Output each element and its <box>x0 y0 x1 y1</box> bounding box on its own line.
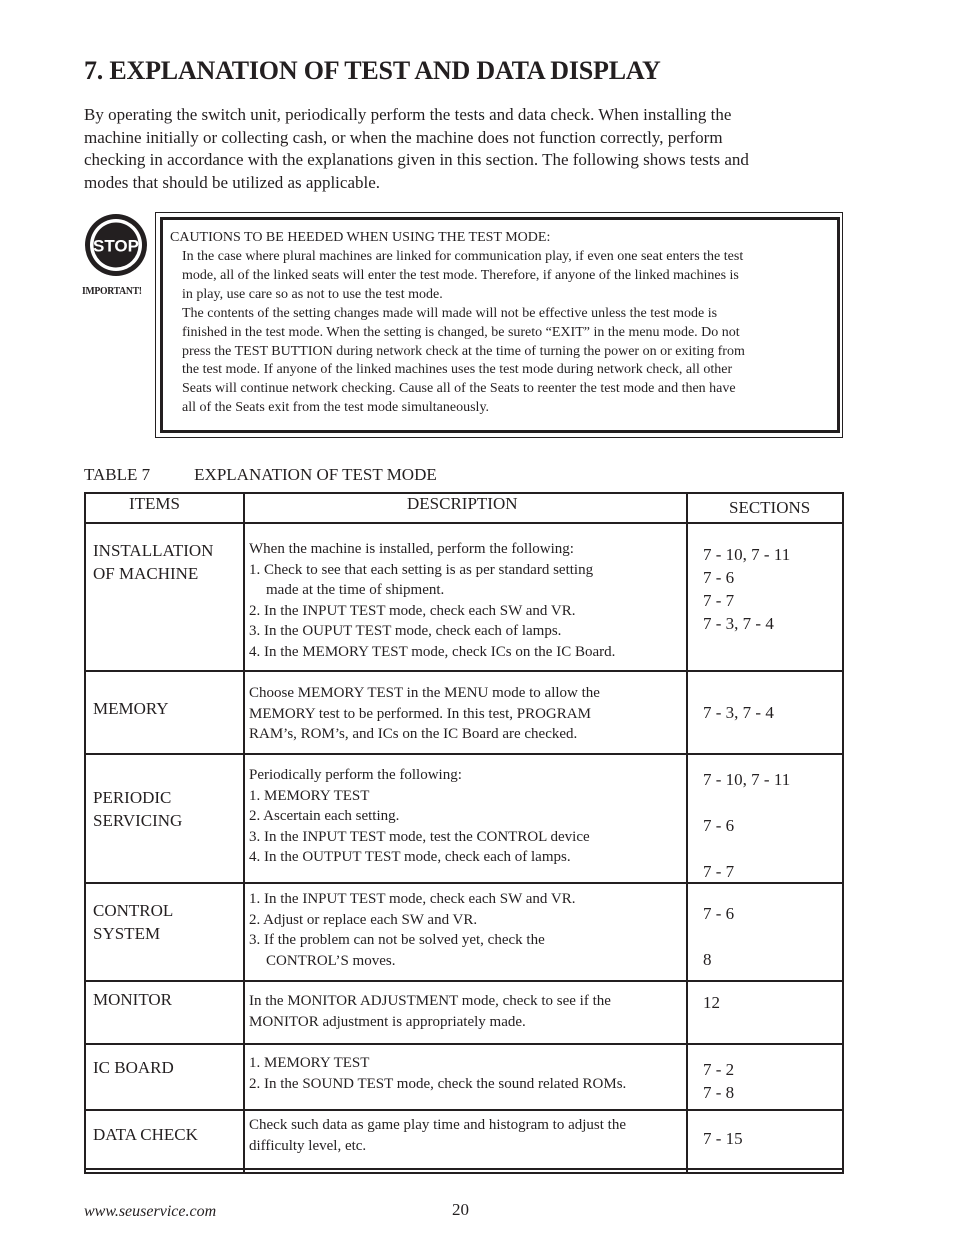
intro-line: machine initially or collecting cash, or when the machine does not function correctly, perform <box>84 127 723 147</box>
table-row-item: INSTALLATION OF MACHINE <box>93 541 214 583</box>
table-row-description <box>249 683 685 745</box>
table-row-divider <box>84 1109 844 1111</box>
description-line: 1. MEMORY TEST <box>249 1055 370 1071</box>
description-line: 1. Check to see that each setting is as per standard setting <box>249 561 594 578</box>
table-row-sections <box>703 701 774 724</box>
table-row-sections <box>703 543 790 635</box>
caution-text <box>182 248 822 418</box>
section-ref: 7 - 15 <box>703 1129 743 1148</box>
table-row-description <box>249 1115 685 1156</box>
description-line: CONTROL’S moves. <box>266 952 396 969</box>
table-row-description <box>249 539 685 662</box>
caution-line: mode, all of the linked seats will enter the test mode. Therefore, if anyone of the linked machines is <box>182 267 739 283</box>
section-ref: 7 - 6 <box>703 904 735 923</box>
table-row-divider <box>84 980 844 982</box>
table-row-description <box>249 765 685 868</box>
caution-line: finished in the test mode. When the setting is changed, be sureto “EXIT” in the menu mode. Do not <box>182 324 740 340</box>
section-ref: 7 - 10, 7 - 11 <box>703 545 791 564</box>
section-ref: 7 - 2 <box>703 1060 735 1079</box>
table-row-sections <box>703 1127 743 1150</box>
description-line: 4. In the OUTPUT TEST mode, check each of lamps. <box>249 849 571 865</box>
section-ref: 8 <box>703 950 712 969</box>
table-row-divider <box>84 1168 844 1170</box>
table-column-divider <box>686 492 688 1174</box>
section-ref: 7 - 3, 7 - 4 <box>703 703 774 722</box>
table-row-sections <box>703 902 734 971</box>
description-line: MONITOR adjustment is appropriately made. <box>249 1013 526 1030</box>
section-ref: 7 - 6 <box>703 816 735 835</box>
caution-heading: CAUTIONS TO BE HEEDED WHEN USING THE TEST MODE: <box>170 230 551 245</box>
stop-sign-text: STOP <box>93 236 139 256</box>
section-ref: 7 - 6 <box>703 568 735 587</box>
description-line: 1. In the INPUT TEST mode, check each SW and VR. <box>249 891 576 907</box>
page-number: 20 <box>452 1200 469 1219</box>
intro-line: checking in accordance with the explanations given in this section. The following shows tests and <box>84 150 749 170</box>
description-line: 2. In the SOUND TEST mode, check the sound related ROMs. <box>249 1075 627 1092</box>
table-row-divider <box>84 753 844 755</box>
table-row-item: DATA CHECK <box>93 1125 198 1144</box>
table-row-description <box>249 991 685 1032</box>
section-ref: 7 - 7 <box>703 591 735 610</box>
table-header-divider <box>84 522 844 524</box>
section-ref: 7 - 8 <box>703 1083 735 1102</box>
important-label: IMPORTANT! <box>82 285 142 297</box>
table-row-sections <box>703 1058 734 1104</box>
description-line: Check such data as game play time and histogram to adjust the <box>249 1117 626 1133</box>
intro-paragraph <box>84 104 844 194</box>
description-line: difficulty level, etc. <box>249 1137 367 1154</box>
table-column-divider <box>243 492 245 1174</box>
section-ref: 7 - 10, 7 - 11 <box>703 770 791 789</box>
section-ref: 12 <box>703 993 720 1012</box>
table-row-item: CONTROL SYSTEM <box>93 901 174 943</box>
description-line: 3. In the INPUT TEST mode, test the CONTROL device <box>249 828 590 845</box>
section-ref: 7 - 7 <box>703 862 735 881</box>
description-line: RAM’s, ROM’s, and ICs on the IC Board are checked. <box>249 726 578 742</box>
table-caption-number: TABLE 7 <box>84 465 151 484</box>
description-line: Choose MEMORY TEST in the MENU mode to allow the <box>249 685 600 701</box>
description-line: 1. MEMORY TEST <box>249 787 370 804</box>
table-caption <box>84 465 437 485</box>
table-row-sections <box>703 768 790 883</box>
table-row-item: MEMORY <box>93 699 169 718</box>
intro-line: By operating the switch unit, periodically perform the tests and data check. When installing the <box>84 105 732 124</box>
description-line: MEMORY test to be performed. In this test, PROGRAM <box>249 705 591 722</box>
section-ref <box>703 837 790 860</box>
description-line: 2. Adjust or replace each SW and VR. <box>249 911 478 928</box>
table-row-item: MONITOR <box>93 990 173 1009</box>
page-title: 7. EXPLANATION OF TEST AND DATA DISPLAY <box>84 56 661 85</box>
intro-line: modes that should be utilized as applicable. <box>84 172 381 192</box>
description-line: 3. If the problem can not be solved yet, check the <box>249 932 545 948</box>
column-header-description: DESCRIPTION <box>407 494 518 513</box>
description-line: Periodically perform the following: <box>249 767 462 783</box>
section-ref <box>703 791 790 814</box>
caution-line: Seats will continue network checking. Cause all of the Seats to reenter the test mode and then have <box>182 381 736 397</box>
description-line: 2. In the INPUT TEST mode, check each SW and VR. <box>249 602 576 619</box>
description-line: 2. Ascertain each setting. <box>249 808 400 824</box>
column-header-items: ITEMS <box>129 494 180 513</box>
caution-line: the test mode. If anyone of the linked machines uses the test mode during network check, all other <box>182 362 733 378</box>
table-row-divider <box>84 1043 844 1045</box>
table-row-sections <box>703 991 720 1014</box>
caution-line: all of the Seats exit from the test mode simultaneously. <box>182 400 490 416</box>
section-ref: 7 - 3, 7 - 4 <box>703 614 774 633</box>
table-row-item: IC BOARD <box>93 1058 174 1077</box>
caution-line: In the case where plural machines are linked for communication play, if even one seat enters the test <box>182 249 744 264</box>
table-caption-title: EXPLANATION OF TEST MODE <box>194 465 437 484</box>
description-line: 3. In the OUPUT TEST mode, check each of lamps. <box>249 623 562 639</box>
table-row-description <box>249 889 685 971</box>
footer-url: www.seuservice.com <box>84 1203 217 1220</box>
stop-sign-icon <box>84 213 148 277</box>
description-line: When the machine is installed, perform the following: <box>249 541 574 557</box>
table-row-divider <box>84 670 844 672</box>
caution-line: The contents of the setting changes made will made will not be effective unless the test mode is <box>182 305 718 321</box>
caution-line: press the TEST BUTTION during network check at the time of turning the power on or exiting from <box>182 343 745 359</box>
description-line: 4. In the MEMORY TEST mode, check ICs on the IC Board. <box>249 643 616 660</box>
column-header-sections: SECTIONS <box>729 498 811 517</box>
description-line: made at the time of shipment. <box>266 582 445 598</box>
table-row-description <box>249 1053 685 1094</box>
caution-line: in play, use care so as not to use the test mode. <box>182 286 443 302</box>
section-ref <box>703 925 734 948</box>
table-row-item: PERIODIC SERVICING <box>93 788 183 830</box>
description-line: In the MONITOR ADJUSTMENT mode, check to see if the <box>249 993 611 1009</box>
